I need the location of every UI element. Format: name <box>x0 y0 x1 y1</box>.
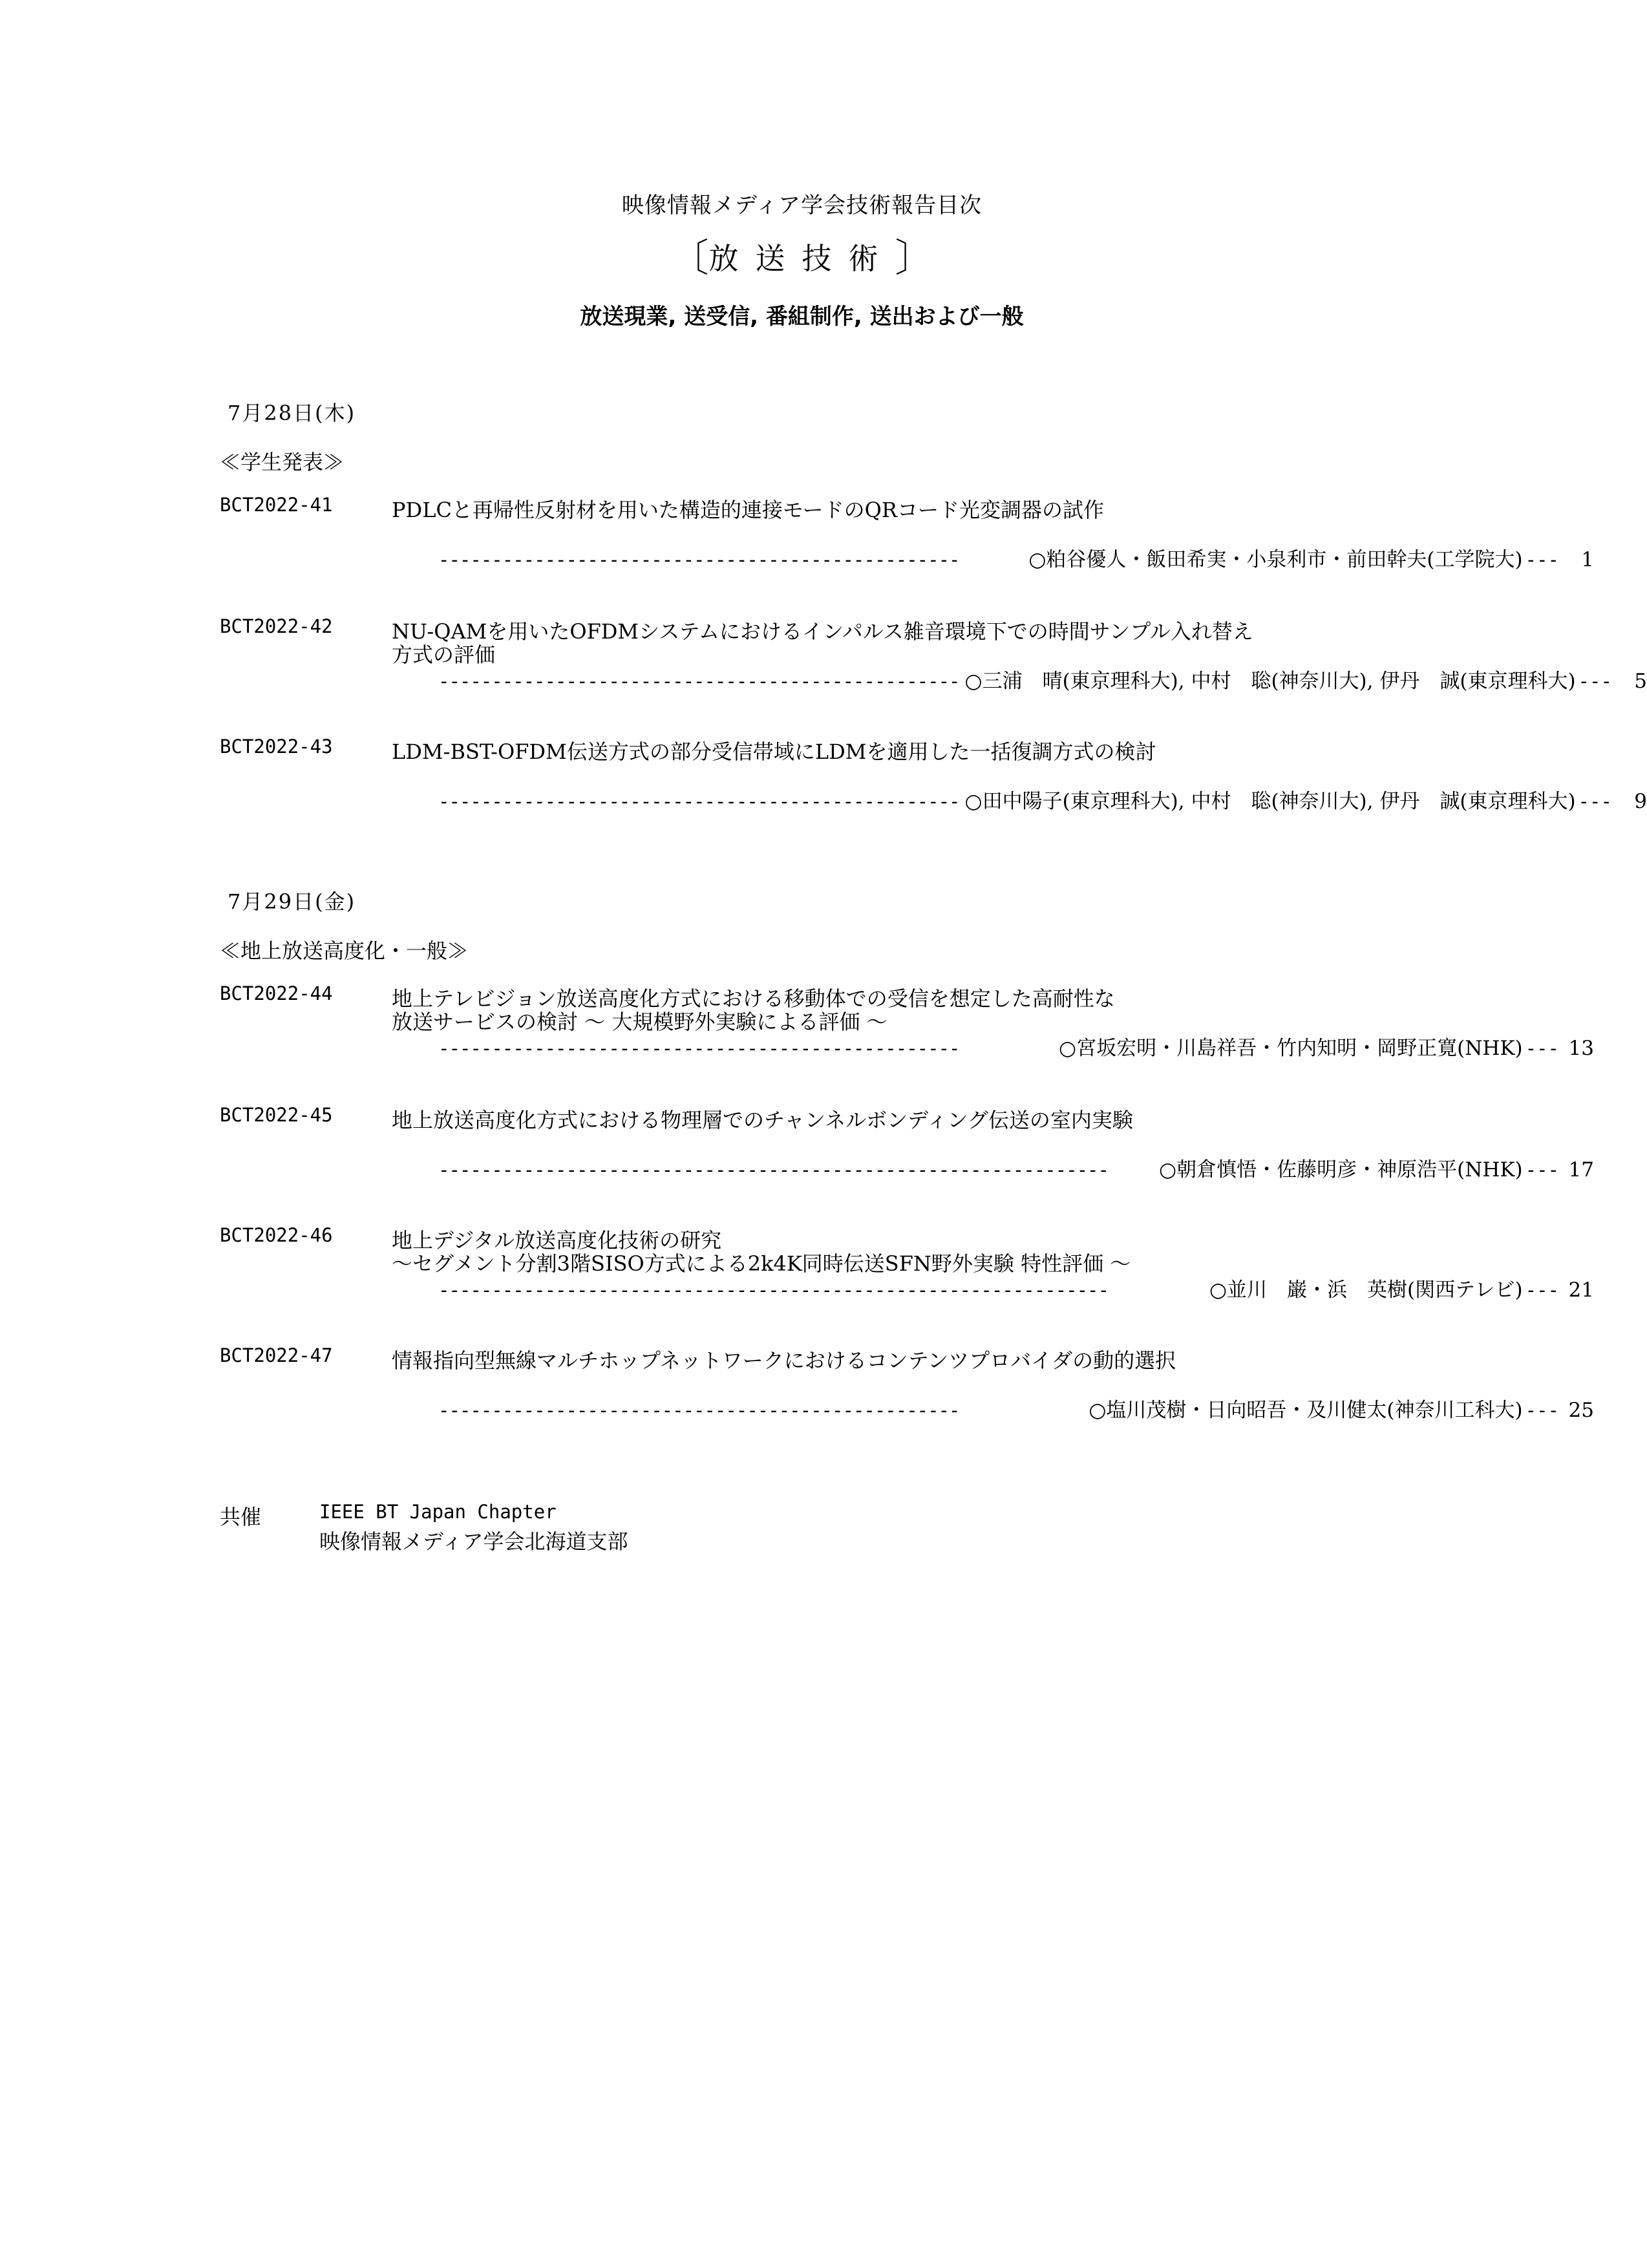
leader-tail: --- <box>1525 549 1559 571</box>
page-number: 25 <box>1568 1399 1594 1422</box>
leader-tail: --- <box>1578 670 1612 692</box>
paper-title: PDLCと再帰性反射材を用いた構造的連接モードのQRコード光変調器の試作 <box>392 498 1104 522</box>
leader-tail: --- <box>1525 1159 1559 1181</box>
cosponsor-label: 共催 <box>220 1505 262 1529</box>
author-line <box>438 1273 1594 1302</box>
paper-authors: ○並川 巌・浜 英樹(関西テレビ) <box>1209 1278 1523 1302</box>
author-line <box>438 1153 1594 1182</box>
day-date: 7月28日(木) <box>228 401 356 425</box>
society-report-heading: 映像情報メディア学会技術報告目次 <box>621 193 983 218</box>
paper-authors: ○宮坂宏明・川島祥吾・竹内知明・岡野正寛(NHK) <box>1059 1037 1523 1060</box>
committee-name: 放送技術 <box>708 241 895 276</box>
leader-tail: --- <box>1525 1279 1559 1301</box>
paper-authors: ○朝倉慎悟・佐藤明彦・神原浩平(NHK) <box>1159 1158 1523 1182</box>
paper-code: BCT2022-45 <box>220 1104 333 1126</box>
paper-authors: ○三浦 晴(東京理科大), 中村 聡(神奈川大), 伊丹 誠(東京理科大) <box>964 670 1576 693</box>
paper-title: 地上デジタル放送高度化技術の研究 <box>392 1228 722 1253</box>
paper-title-cont: 放送サービスの検討 ～ 大規模野外実験による評価 ～ <box>392 1010 887 1034</box>
paper-authors: ○田中陽子(東京理科大), 中村 聡(神奈川大), 伊丹 誠(東京理科大) <box>964 790 1576 813</box>
leader-dashes: ------------------------------------------------- <box>438 790 960 812</box>
leader-dashes: --------------------------------------------------------------- <box>438 1159 1109 1181</box>
author-line <box>438 664 1647 694</box>
leader-tail: --- <box>1525 1399 1559 1421</box>
committee-subtitle: 放送現業, 送受信, 番組制作, 送出および一般 <box>580 304 1024 330</box>
paper-code: BCT2022-46 <box>220 1224 333 1246</box>
session-title: ≪地上放送高度化・一般≫ <box>220 938 469 963</box>
leader-dashes: ------------------------------------------------- <box>438 549 960 571</box>
session-title: ≪学生発表≫ <box>220 450 345 474</box>
leader-tail: --- <box>1525 1037 1559 1059</box>
author-line <box>438 543 1594 572</box>
open-bracket: 〔 <box>670 236 709 281</box>
paper-authors: ○粕谷優人・飯田希実・小泉利市・前田幹夫(工学院大) <box>1028 548 1523 571</box>
paper-code: BCT2022-44 <box>220 982 333 1004</box>
leader-tail: --- <box>1578 790 1612 812</box>
paper-authors: ○塩川茂樹・日向昭吾・及川健太(神奈川工科大) <box>1089 1399 1523 1422</box>
page-number: 9 <box>1634 790 1647 813</box>
page-number: 13 <box>1568 1037 1594 1060</box>
paper-code: BCT2022-47 <box>220 1344 333 1366</box>
page-number: 5 <box>1634 670 1647 693</box>
paper-code: BCT2022-41 <box>220 494 333 516</box>
cosponsor-ieee: IEEE BT Japan Chapter <box>319 1501 557 1523</box>
paper-title: 情報指向型無線マルチホップネットワークにおけるコンテンツプロバイダの動的選択 <box>392 1348 1176 1373</box>
paper-title-cont: ～セグメント分割3階SISO方式による2k4K同時伝送SFN野外実験 特性評価 ～ <box>392 1251 1131 1276</box>
page-number: 17 <box>1568 1158 1594 1182</box>
paper-code: BCT2022-42 <box>220 615 333 637</box>
committee-title <box>0 228 1604 283</box>
paper-title-cont: 方式の評価 <box>392 642 496 667</box>
page-number: 1 <box>1581 548 1594 571</box>
page-number: 21 <box>1568 1278 1594 1302</box>
cosponsor-ite-hokkaido: 映像情報メディア学会北海道支部 <box>319 1529 628 1554</box>
leader-dashes: --------------------------------------------------------------- <box>438 1279 1109 1301</box>
close-bracket: 〕 <box>895 236 934 281</box>
paper-title: 地上放送高度化方式における物理層でのチャンネルボンディング伝送の室内実験 <box>392 1108 1133 1132</box>
leader-dashes: ------------------------------------------------- <box>438 1399 960 1421</box>
paper-title: LDM-BST-OFDM伝送方式の部分受信帯域にLDMを適用した一括復調方式の検討 <box>392 739 1156 764</box>
leader-dashes: ------------------------------------------------- <box>438 1037 960 1059</box>
paper-title: NU-QAMを用いたOFDMシステムにおけるインパルス雑音環境下での時間サンプル入れ替え <box>392 619 1253 644</box>
author-line <box>438 785 1647 814</box>
day-date: 7月29日(金) <box>228 889 356 914</box>
paper-code: BCT2022-43 <box>220 736 333 758</box>
author-line <box>438 1032 1594 1061</box>
paper-title: 地上テレビジョン放送高度化方式における移動体での受信を想定した高耐性な <box>392 986 1115 1011</box>
author-line <box>438 1394 1594 1423</box>
leader-dashes: ------------------------------------------------- <box>438 670 960 692</box>
